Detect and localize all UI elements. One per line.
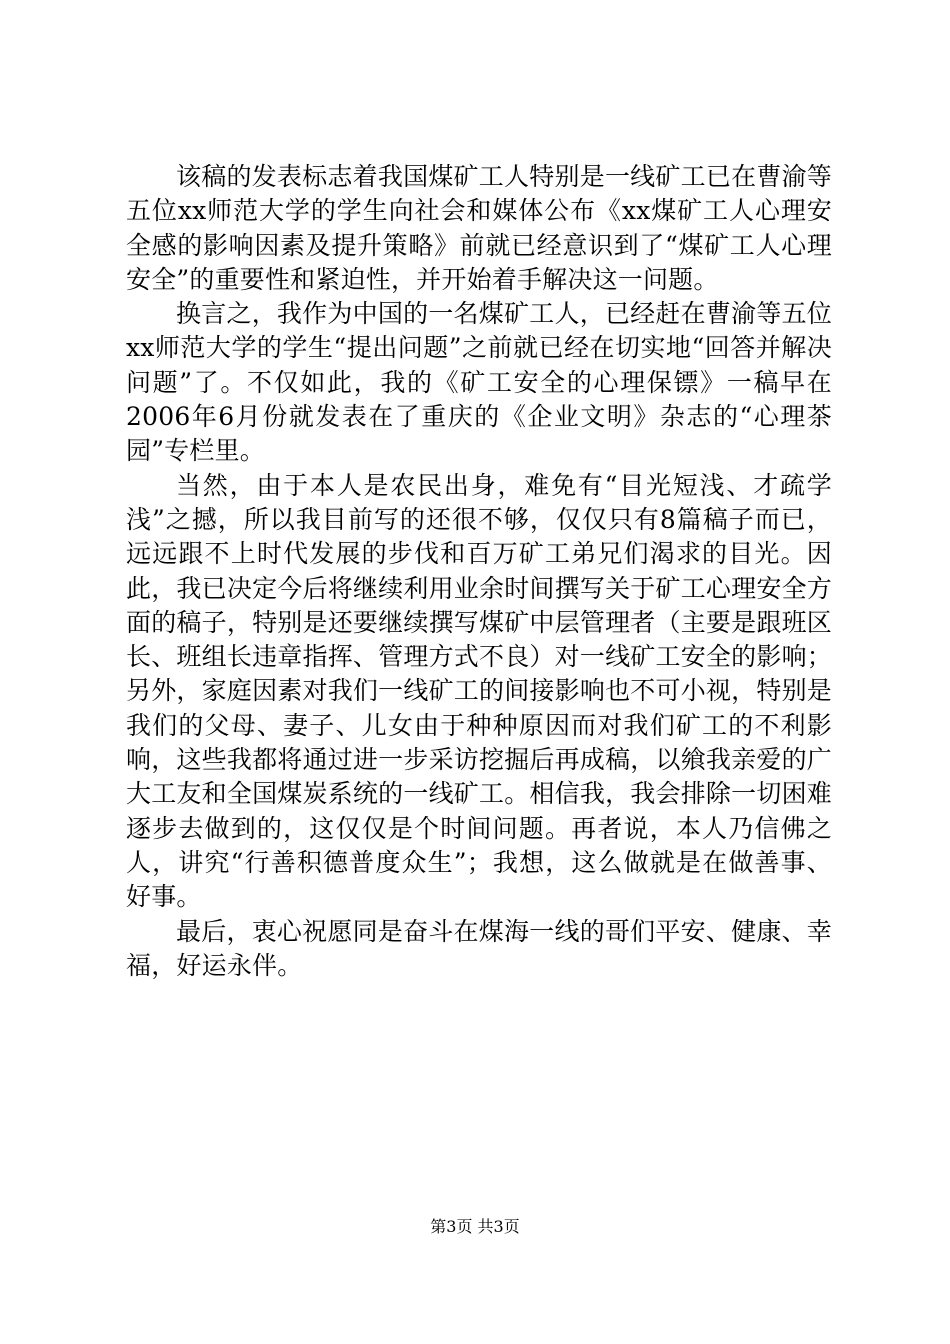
paragraph-4: 最后，衷心祝愿同是奋斗在煤海一线的哥们平安、健康、幸福，好运永伴。 <box>126 916 832 980</box>
paragraph-3: 当然，由于本人是农民出身，难免有“目光短浅、才疏学浅”之撼，所以我目前写的还很不够，仅仅只有8篇稿子而已，远远跟不上时代发展的步伐和百万矿工弟兄们渴求的目光。因此，我已决定今后将继续利用业余时间撰写关于矿工心理安全方面的稿子，特别是还要继续撰写煤矿中层管理者（主要是跟班区长、班组长违章指挥、管理方式不良）对一线矿工安全的影响；另外，家庭因素对我们一线矿工的间接影响也不可小视，特别是我们的父母、妻子、儿女由于种种原因而对我们矿工的不利影响，这些我都将通过进一步采访挖掘后再成稿，以飨我亲爱的广大工友和全国煤炭系统的一线矿工。相信我，我会排除一切困难逐步去做到的，这仅仅是个时间问题。再者说，本人乃信佛之人，讲究“行善积德普度众生”；我想，这么做就是在做善事、好事。 <box>126 470 832 912</box>
paragraph-1: 该稿的发表标志着我国煤矿工人特别是一线矿工已在曹渝等五位xx师范大学的学生向社会和媒体公布《xx煤矿工人心理安全感的影响因素及提升策略》前就已经意识到了“煤矿工人心理安全”的重要性和紧迫性，并开始着手解决这一问题。 <box>126 162 832 294</box>
document-body <box>126 160 832 983</box>
page-number-footer: 第3页 共3页 <box>430 1217 520 1236</box>
paragraph-2: 换言之，我作为中国的一名煤矿工人，已经赶在曹渝等五位xx师范大学的学生“提出问题”之前就已经在切实地“回答并解决问题”了。不仅如此，我的《矿工安全的心理保镖》一稿早在2006年6月份就发表在了重庆的《企业文明》杂志的“心理茶园”专栏里。 <box>126 299 832 466</box>
